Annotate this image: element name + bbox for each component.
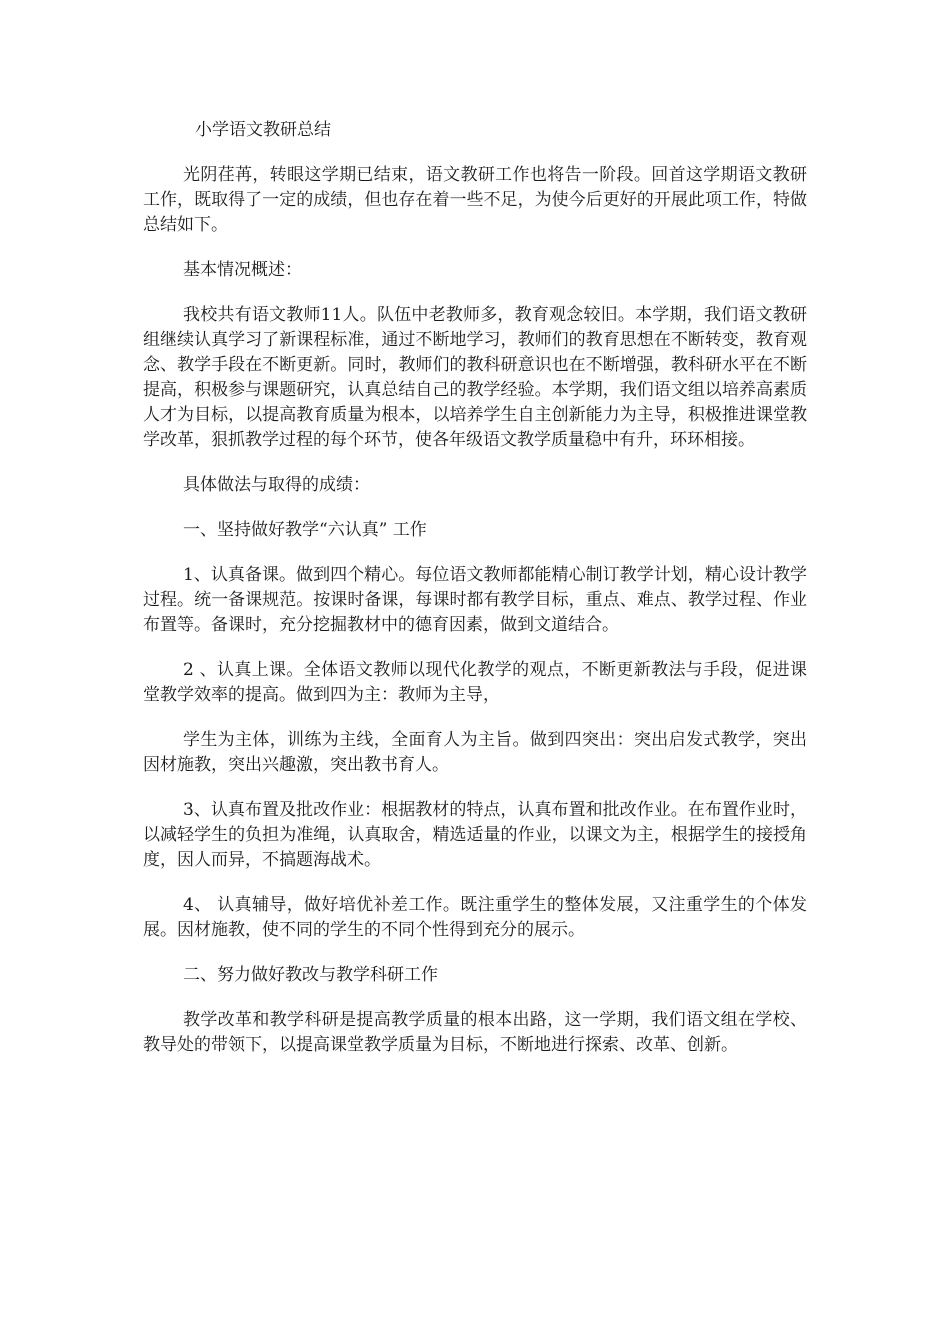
reform-paragraph: 教学改革和教学科研是提高教学质量的根本出路，这一学期，我们语文组在学校、教导处的带领下，以提高课堂教学质量为目标，不断地进行探索、改革、创新。	[143, 1010, 807, 1055]
item-4-paragraph: 4、 认真辅导，做好培优补差工作。既注重学生的整体发展，又注重学生的个体发展。因材施教，使不同的学生的不同个性得到充分的展示。	[143, 895, 807, 940]
item-2-paragraph: 2 、认真上课。全体语文教师以现代化教学的观点，不断更新教法与手段，促进课堂教学效率的提高。做到四为主：教师为主导，	[143, 660, 807, 705]
item-2-continued-paragraph: 学生为主体，训练为主线，全面育人为主旨。做到四突出：突出启发式教学，突出因材施教，突出兴趣激，突出教书育人。	[143, 730, 807, 775]
item-3-paragraph: 3、认真布置及批改作业：根据教材的特点，认真布置和批改作业。在布置作业时，以减轻学生的负担为准绳，认真取舍，精选适量的作业，以课文为主，根据学生的接授角度，因人而异，不搞题海战术。	[143, 800, 807, 870]
section-heading-achievements: 具体做法与取得的成绩：	[183, 475, 370, 495]
section-heading-overview: 基本情况概述：	[183, 260, 302, 280]
section-heading-reform: 二、努力做好教改与教学科研工作	[183, 965, 438, 985]
item-1-paragraph: 1、认真备课。做到四个精心。每位语文教师都能精心制订教学计划，精心设计教学过程。统一备课规范。按课时备课，每课时都有教学目标，重点、难点、教学过程、作业布置等。备课时，充分挖掘教材中的德育因素，做到文道结合。	[143, 565, 807, 635]
overview-paragraph: 我校共有语文教师11人。队伍中老教师多，教育观念较旧。本学期，我们语文教研组继续认真学习了新课程标准，通过不断地学习，教师们的教育思想在不断转变，教育观念、教学手段在不断更新。同时，教师们的教科研意识也在不断增强，教科研水平在不断提高，积极参与课题研究，认真总结自己的教学经验。本学期，我们语文组以培养高素质人才为目标，以提高教育质量为根本，以培养学生自主创新能力为主导，积极推进课堂教学改革，狠抓教学过程的每个环节，使各年级语文教学质量稳中有升，环环相接。	[143, 305, 807, 450]
document-title: 小学语文教研总结	[195, 120, 331, 140]
intro-paragraph: 光阴荏苒，转眼这学期已结束，语文教研工作也将告一阶段。回首这学期语文教研工作，既取得了一定的成绩，但也存在着一些不足，为使今后更好的开展此项工作，特做总结如下。	[143, 165, 807, 235]
document-page	[143, 118, 807, 1078]
section-heading-six-earnest: 一、坚持做好教学“六认真” 工作	[183, 520, 427, 540]
